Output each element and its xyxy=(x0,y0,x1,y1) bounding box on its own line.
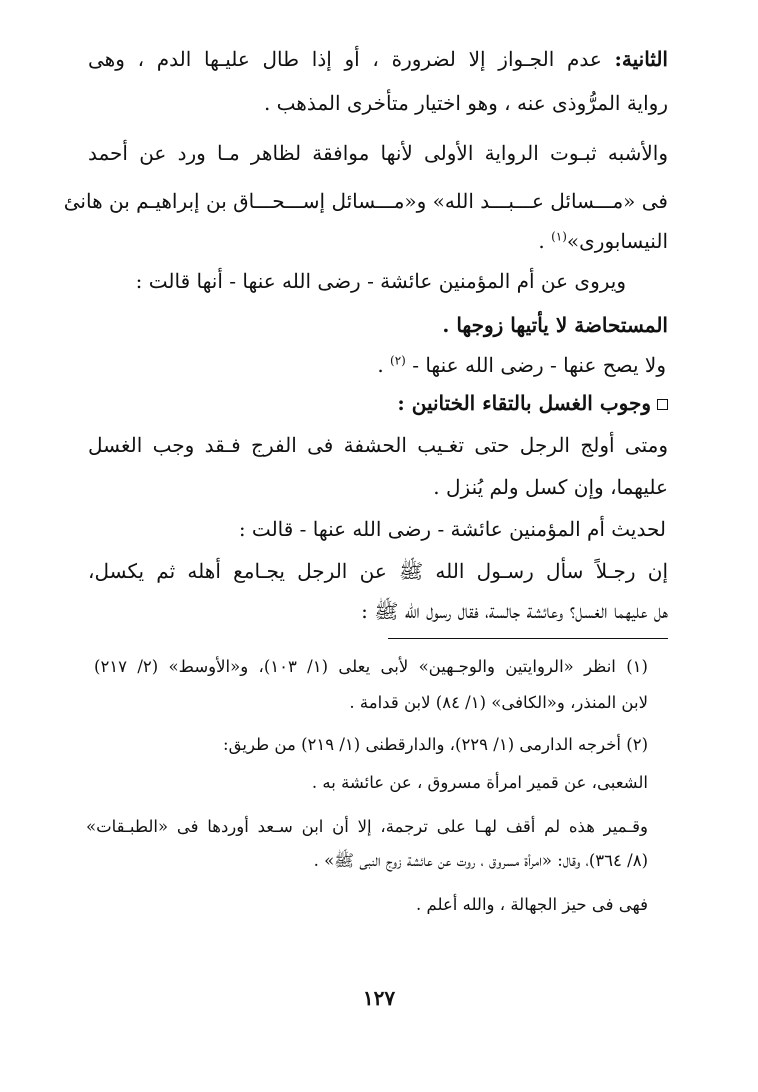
text-span: النيسابورى» xyxy=(566,229,668,253)
square-bullet-icon xyxy=(657,399,668,410)
footnote-line: (١) انظر «الروايتين والوجـهين» لأبى يعلى (١/ ١٠٣)، و«الأوسط» (٢/ ٢١٧) xyxy=(94,657,648,676)
hadith-quote: المستحاضة لا يأتيها زوجها . xyxy=(442,313,668,337)
footnote-ref: (٢) xyxy=(390,353,406,368)
text-line: عليهما، وإن كسل ولم يُنزل . xyxy=(433,475,668,499)
footnote-line: وقـمير هذه لم أقف لهـا على ترجمة، إلا أن ابن سـعد أوردها فى «الطبـقات» xyxy=(86,817,648,836)
text-span: . xyxy=(377,353,384,377)
footnote-line: فهى فى حيز الجهالة ، والله أعلم . xyxy=(416,895,648,914)
footnote-line: (٢) أخرجه الدارمى (١/ ٢٢٩)، والدارقطنى (١/ ٢١٩) من طريق: xyxy=(223,735,648,754)
text-span: ولا يصح عنها - رضى الله عنها - xyxy=(412,353,666,377)
text-line: إن رجـلاً سأل رسـول الله ﷺ عن الرجل يجـامع أهله ثم يكسل، xyxy=(88,559,668,583)
text-line xyxy=(88,226,668,256)
footnote-line: (٨/ ٣٦٤)، وقال: «امرأة مسروق ، روت عن عائشة زوج النبى ﷺ» . xyxy=(313,851,648,870)
text-line xyxy=(88,350,666,380)
footnote-line: لابن المنذر، و«الكافى» (١/ ٨٤) لابن قدامة . xyxy=(349,693,648,712)
footnote-line: الشعبى، عن قمير امرأة مسروق ، عن عائشة به . xyxy=(311,773,648,792)
text-line: هل عليهما الغسل؟ وعائشة جالسة، فقال رسول الله ﷺ : xyxy=(361,599,668,623)
footnote-separator xyxy=(388,638,668,639)
page-number: ١٢٧ xyxy=(362,986,396,1010)
text-span: عدم الجـواز إلا لضرورة ، أو إذا طال عليـها الدم ، وهى xyxy=(88,47,615,71)
text-line: ومتى أولج الرجل حتى تغـيب الحشفة فى الفرج فـقد وجب الغسل xyxy=(88,433,668,457)
text-line: ويروى عن أم المؤمنين عائشة - رضى الله عنها - أنها قالت : xyxy=(135,269,626,293)
text-line: والأشبه ثبـوت الرواية الأولى لأنها موافقة لظاهر مـا ورد عن أحمد xyxy=(88,141,668,165)
heading-text: وجوب الغسل بالتقاء الختانين : xyxy=(397,391,651,415)
second-opinion-label: الثانية: xyxy=(614,47,668,71)
footnote-ref: (١) xyxy=(551,229,567,244)
text-line: رواية المرُّوذى عنه ، وهو اختيار متأخرى المذهب . xyxy=(263,91,668,115)
text-line xyxy=(88,44,668,74)
text-line: لحديث أم المؤمنين عائشة - رضى الله عنها - قالت : xyxy=(238,517,666,541)
section-heading xyxy=(88,388,668,418)
text-line: فى «مـــسائل عـــبـــد الله» و«مـــسائل إســـحـــاق بن إبراهيـم بن هانئ xyxy=(63,189,668,213)
text-span: . xyxy=(538,229,545,253)
